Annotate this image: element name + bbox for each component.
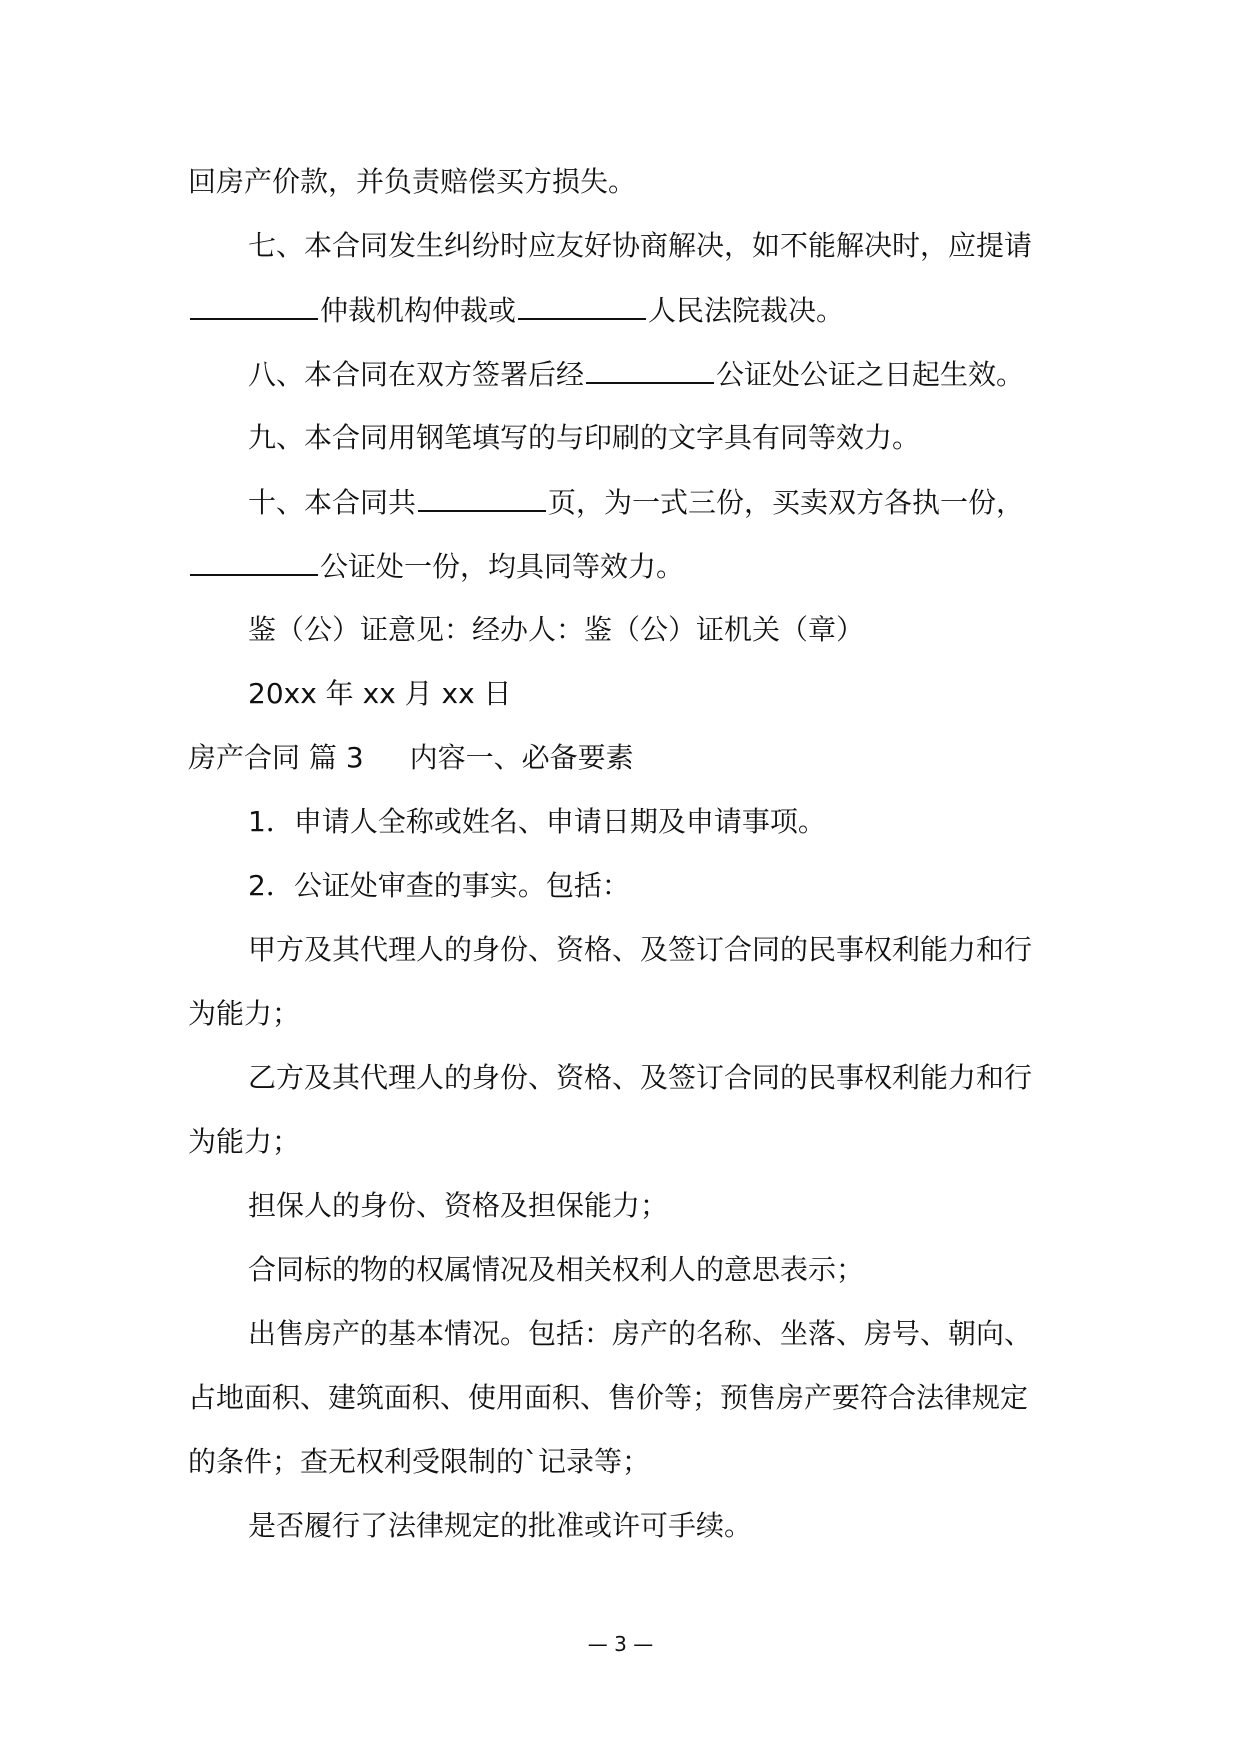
notary-opinion: 鉴（公）证意见：经办人：鉴（公）证机关（章） bbox=[248, 613, 865, 646]
list-item-continued: 的条件；查无权利受限制的`记录等； bbox=[188, 1445, 651, 1478]
page-number: — 3 — bbox=[587, 1632, 654, 1656]
clause-seven-continued: 仲裁机构仲裁或 人民法院裁决。 bbox=[188, 290, 844, 331]
clause-ten-continued: 公证处一份，均具同等效力。 bbox=[188, 546, 684, 587]
clause-seven: 七、本合同发生纠纷时应友好协商解决，如不能解决时，应提请 bbox=[248, 229, 1033, 262]
fill-blank bbox=[586, 354, 714, 384]
list-item: 乙方及其代理人的身份、资格、及签订合同的民事权利能力和行 bbox=[248, 1061, 1033, 1094]
section-heading bbox=[188, 738, 634, 778]
list-item: 出售房产的基本情况。包括：房产的名称、坐落、房号、朝向、 bbox=[248, 1317, 1033, 1350]
clause-eight: 八、本合同在双方签署后经 公证处公证之日起生效。 bbox=[248, 354, 1024, 395]
list-item: 担保人的身份、资格及担保能力； bbox=[248, 1189, 669, 1222]
list-item: 1．申请人全称或姓名、申请日期及申请事项。 bbox=[248, 805, 826, 838]
fill-blank bbox=[190, 290, 318, 320]
list-item-continued: 为能力； bbox=[188, 997, 301, 1030]
fill-blank bbox=[418, 482, 546, 512]
list-item: 是否履行了法律规定的批准或许可手续。 bbox=[248, 1509, 753, 1542]
list-item: 合同标的物的权属情况及相关权利人的意思表示； bbox=[248, 1253, 865, 1286]
list-item-continued: 占地面积、建筑面积、使用面积、售价等；预售房产要符合法律规定 bbox=[188, 1381, 1029, 1414]
clause-nine: 九、本合同用钢笔填写的与印刷的文字具有同等效力。 bbox=[248, 421, 921, 454]
list-item-continued: 为能力； bbox=[188, 1125, 301, 1158]
paragraph-line: 回房产价款，并负责赔偿买方损失。 bbox=[188, 165, 637, 198]
fill-blank bbox=[518, 290, 646, 320]
clause-ten: 十、本合同共 页，为一式三份，买卖双方各执一份， bbox=[248, 482, 1024, 523]
fill-blank bbox=[190, 546, 318, 576]
section-subtitle: 内容一、必备要素 bbox=[409, 741, 634, 774]
list-item: 甲方及其代理人的身份、资格、及签订合同的民事权利能力和行 bbox=[248, 933, 1033, 966]
date-line: 20xx 年 xx 月 xx 日 bbox=[248, 677, 512, 710]
list-item: 2．公证处审查的事实。包括： bbox=[248, 869, 630, 902]
section-title: 房产合同 bbox=[188, 741, 301, 774]
section-part: 篇 3 bbox=[308, 741, 364, 774]
